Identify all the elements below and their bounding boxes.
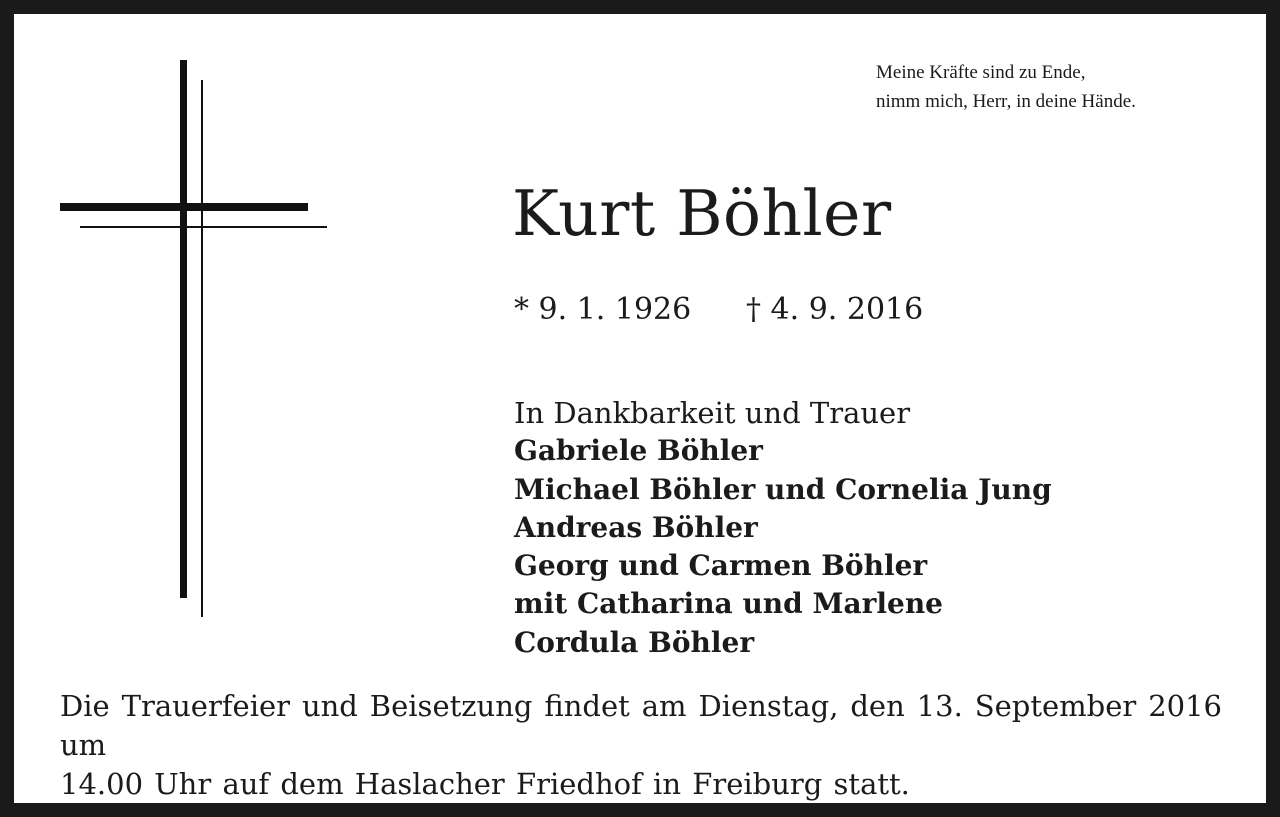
mourner-name: Andreas Böhler — [514, 510, 758, 544]
cross-horizontal-thin-bar — [80, 226, 327, 228]
cross-vertical-thick-bar — [180, 60, 187, 598]
birth-date: * 9. 1. 1926 — [514, 292, 692, 327]
mourners-list — [514, 394, 1052, 662]
deceased-name: Kurt Böhler — [512, 177, 892, 250]
motto-verse — [876, 58, 1136, 116]
funeral-notice — [60, 687, 1222, 804]
cross-vertical-thin-bar — [201, 80, 203, 617]
notice-line: Die Trauerfeier und Beisetzung findet am Dienstag, den 13. September 2016 um — [60, 689, 1222, 762]
mourner-name: Georg und Carmen Böhler — [514, 549, 928, 583]
cross-horizontal-thick-bar — [60, 203, 308, 211]
obituary-card — [14, 14, 1266, 803]
notice-line: 14.00 Uhr auf dem Haslacher Friedhof in Freiburg statt. — [60, 767, 910, 801]
mourners-intro: In Dankbarkeit und Trauer — [514, 396, 911, 430]
death-date: † 4. 9. 2016 — [746, 292, 924, 327]
motto-line: nimm mich, Herr, in deine Hände. — [876, 91, 1136, 112]
mourner-name: Gabriele Böhler — [514, 434, 763, 468]
mourner-name: Michael Böhler und Cornelia Jung — [514, 472, 1052, 506]
mourner-name: Cordula Böhler — [514, 625, 755, 659]
mourner-name: mit Catharina und Marlene — [514, 587, 943, 621]
motto-line: Meine Kräfte sind zu Ende, — [876, 62, 1086, 83]
